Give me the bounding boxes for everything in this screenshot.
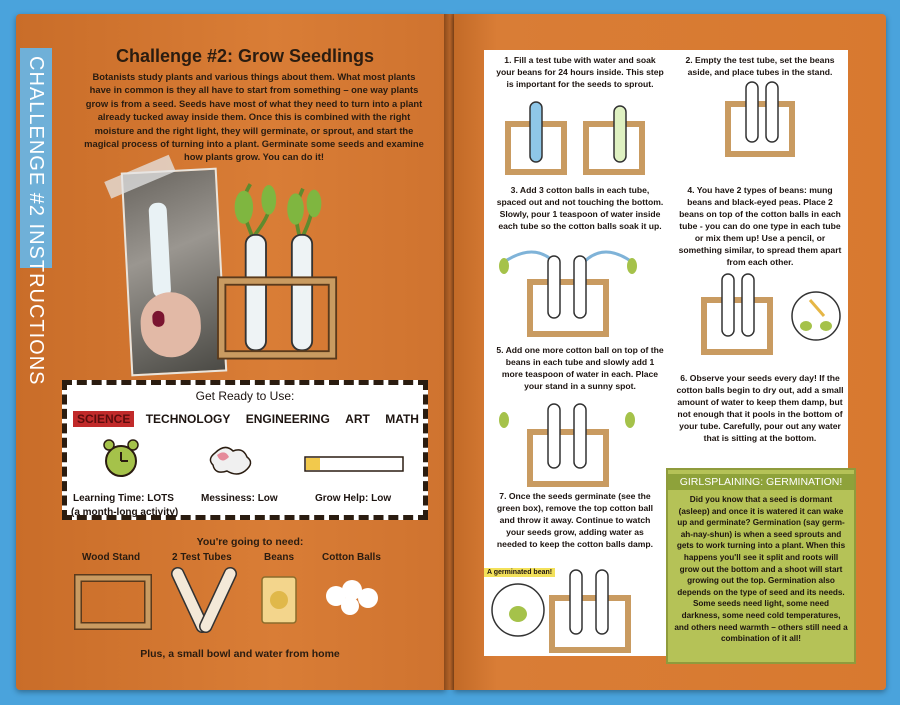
learning-time-note: (a month-long activity) <box>71 507 179 518</box>
need-beans-label: Beans <box>264 552 295 563</box>
need-title: You're going to need: <box>196 536 304 548</box>
step-3-stand-illustration <box>494 248 644 338</box>
step-5-stand-illustration <box>490 398 640 488</box>
beans-packet-icon <box>260 575 300 627</box>
need-test-tubes-label: 2 Test Tubes <box>172 552 232 563</box>
step-1-text: 1. Fill a test tube with water and soak your beans for 24 hours inside. This step is important for the seeds to sprout. <box>496 55 664 89</box>
photo-nail <box>152 311 165 328</box>
step-3-text: 3. Add 3 cotton balls in each tube, spaced out and not touching the bottom. Slowly, pour 1 teaspoon of water inside each tube so the cotton balls soak it up. <box>496 185 664 231</box>
step-7-text: 7. Once the seeds germinate (see the green box), remove the top cotton ball and throw it away. Continue to watch your seeds grow, adding water as needed to keep the cotton balls damp. <box>496 491 654 549</box>
side-tab-label: CHALLENGE #2 INSTRUCTIONS <box>25 56 47 386</box>
subject-science: SCIENCE <box>73 411 134 427</box>
girlsplaining-title: GIRLSPLAINING: GERMINATION! <box>668 474 854 490</box>
challenge-side-tab <box>20 48 52 386</box>
step-6-text: 6. Observe your seeds every day! If the cotton balls begin to dry out, add a small amount of water to keep them damp, but not enough that it pools in the bottom of your tube. Carefully, pour out any water that is sitting at the bottom. <box>676 373 844 443</box>
girlsplaining-box <box>666 468 856 664</box>
need-wood-stand-label: Wood Stand <box>82 552 141 563</box>
page-title: Challenge #2: Grow Seedlings <box>115 46 375 66</box>
get-ready-title: Get Ready to Use: <box>195 389 295 403</box>
step-4-text: 4. You have 2 types of beans: mung beans and black-eyed peas. Place 2 beans on top of the cotton balls in each tube - you can do one type in each tube or mix them up! Use a pencil, or something similar, to spread them apart from each other. <box>678 185 842 267</box>
wood-stand-icon <box>74 570 154 630</box>
girlsplaining-text: Did you know that a seed is dormant (asleep) and once it is watered it can wake up and germinate? Germination (say germ-ah-nay-shun) is when a seed sprouts and gets to work turning into a plant. When this happens you'll see it split and roots will grow out the bottom and a shoot will start growing out the top. Germination also depends on the type of seed and its needs. Some seeds need light, some need darkness, some need cold temperatures, and others need warmth – others still need a combination of it all! <box>674 495 848 644</box>
photo-test-tube <box>148 202 171 298</box>
messiness-label: Messiness: Low <box>201 493 278 504</box>
subject-engineering: ENGINEERING <box>245 412 330 426</box>
plus-note: Plus, a small bowl and water from home <box>140 648 340 660</box>
cotton-balls-icon <box>324 576 384 616</box>
steam-subjects <box>73 411 423 427</box>
seedling-photo <box>121 168 228 377</box>
subject-art: ART <box>345 412 370 426</box>
seedling-stand-illustration <box>218 172 338 367</box>
get-ready-box <box>62 380 428 520</box>
subject-math: MATH <box>385 412 419 426</box>
germinated-bean-tag: A germinated bean! <box>484 568 555 577</box>
grow-help-label: Grow Help: Low <box>315 493 392 504</box>
learning-time-label: Learning Time: LOTS <box>73 493 174 504</box>
alarm-clock-icon <box>101 439 141 479</box>
step-2-stand-illustration <box>724 80 804 160</box>
test-tubes-icon <box>176 565 236 635</box>
grow-help-fill <box>306 458 320 470</box>
step-5-text: 5. Add one more cotton ball on top of the beans in each tube and slowly add 1 more teaspoon of water in each. Place your stand in a sunny spot. <box>496 345 664 391</box>
need-cotton-balls-label: Cotton Balls <box>322 552 381 563</box>
intro-paragraph: Botanists study plants and various things about them. What most plants have in common is they all have to start from something – one way plants grow is from a seed. Seeds have most of what they need to turn into a plant already tucked away inside them. Once this is combined with the right moisture and the right light, they will germinate, or sprout, and start the magical process of turning into a plant. Germinate some seeds and examine how plants grow. You can do it! <box>84 71 424 163</box>
step-4-stand-illustration <box>700 270 850 360</box>
mess-splat-icon <box>207 443 257 479</box>
step-1-stand-illustration <box>504 100 654 180</box>
subject-technology: TECHNOLOGY <box>145 412 231 426</box>
grow-help-meter <box>305 455 405 475</box>
step-2-text: 2. Empty the test tube, set the beans aside, and place tubes in the stand. <box>685 55 835 77</box>
step-7-stand-illustration <box>490 564 660 654</box>
photo-hand <box>139 291 202 359</box>
